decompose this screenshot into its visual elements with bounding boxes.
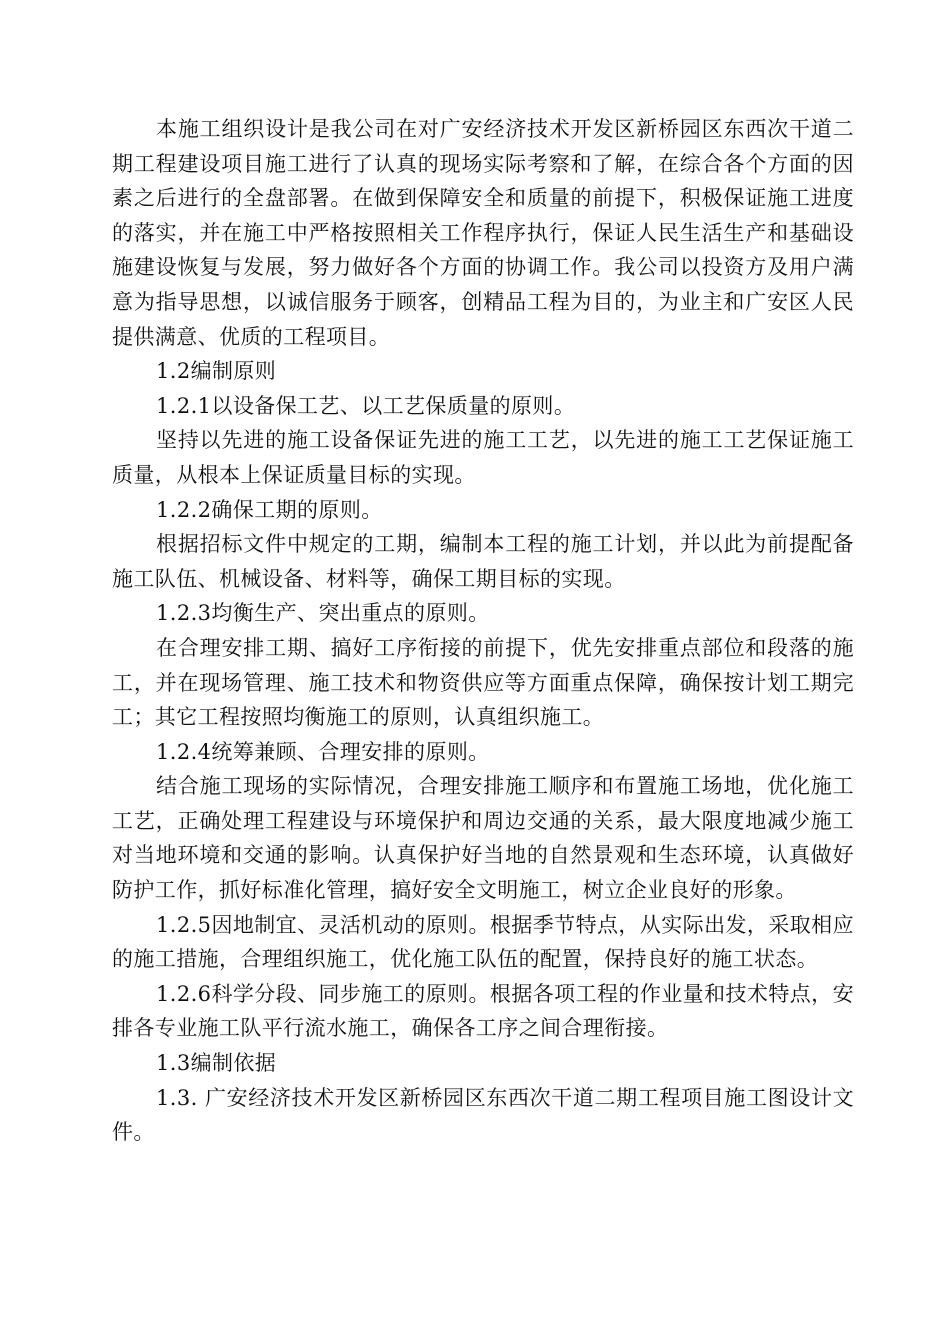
paragraph-1-2-5: 1.2.5因地制宜、灵活机动的原则。根据季节特点，从实际出发，采取相应的施工措施，合理组织施工，优化施工队伍的配置，保持良好的施工状态。 [112,912,854,972]
paragraph-intro: 本施工组织设计是我公司在对广安经济技术开发区新桥园区东西次干道二期工程建设项目施工进行了认真的现场实际考察和了解，在综合各个方面的因素之后进行的全盘部署。在做到保障安全和质量的前提下，积极保证施工进度的落实，并在施工中严格按照相关工作程序执行，保证人民生活生产和基础设施建设恢复与发展，努力做好各个方面的协调工作。我公司以投资方及用户满意为指导思想，以诚信服务于顾客，创精品工程为目的，为业主和广安区人民提供满意、优质的工程项目。 [112,117,854,349]
paragraph-1-2-3: 在合理安排工期、搞好工序衔接的前提下，优先安排重点部位和段落的施工，并在现场管理、施工技术和物资供应等方面重点保障，确保按计划工期完工；其它工程按照均衡施工的原则，认真组织施工。 [112,635,854,730]
paragraph-1-2-6: 1.2.6科学分段、同步施工的原则。根据各项工程的作业量和技术特点，安排各专业施工队平行流水施工，确保各工序之间合理衔接。 [112,981,854,1041]
document-body [112,112,854,1150]
heading-1-2-4: 1.2.4统筹兼顾、合理安排的原则。 [156,739,490,764]
heading-1-2-2: 1.2.2确保工期的原则。 [156,497,383,522]
paragraph-1-3: 1.3. 广安经济技术开发区新桥园区东西次干道二期工程项目施工图设计文件。 [112,1085,854,1145]
paragraph-1-2-1: 坚持以先进的施工设备保证先进的施工工艺，以先进的施工工艺保证施工质量，从根本上保证质量目标的实现。 [112,428,854,487]
heading-1-2-1: 1.2.1以设备保工艺、以工艺保质量的原则。 [156,393,576,418]
paragraph-1-2-2: 根据招标文件中规定的工期，编制本工程的施工计划，并以此为前提配备施工队伍、机械设备、材料等，确保工期目标的实现。 [112,532,854,591]
heading-1-2: 1.2编制原则 [156,359,277,384]
heading-1-3: 1.3编制依据 [156,1051,277,1076]
heading-1-2-3: 1.2.3均衡生产、突出重点的原则。 [156,601,490,626]
paragraph-1-2-4: 结合施工现场的实际情况，合理安排施工顺序和布置施工场地，优化施工工艺，正确处理工程建设与环境保护和周边交通的关系，最大限度地减少施工对当地环境和交通的影响。认真保护好当地的自然景观和生态环境，认真做好防护工作，抓好标准化管理，搞好安全文明施工，树立企业良好的形象。 [112,774,854,903]
